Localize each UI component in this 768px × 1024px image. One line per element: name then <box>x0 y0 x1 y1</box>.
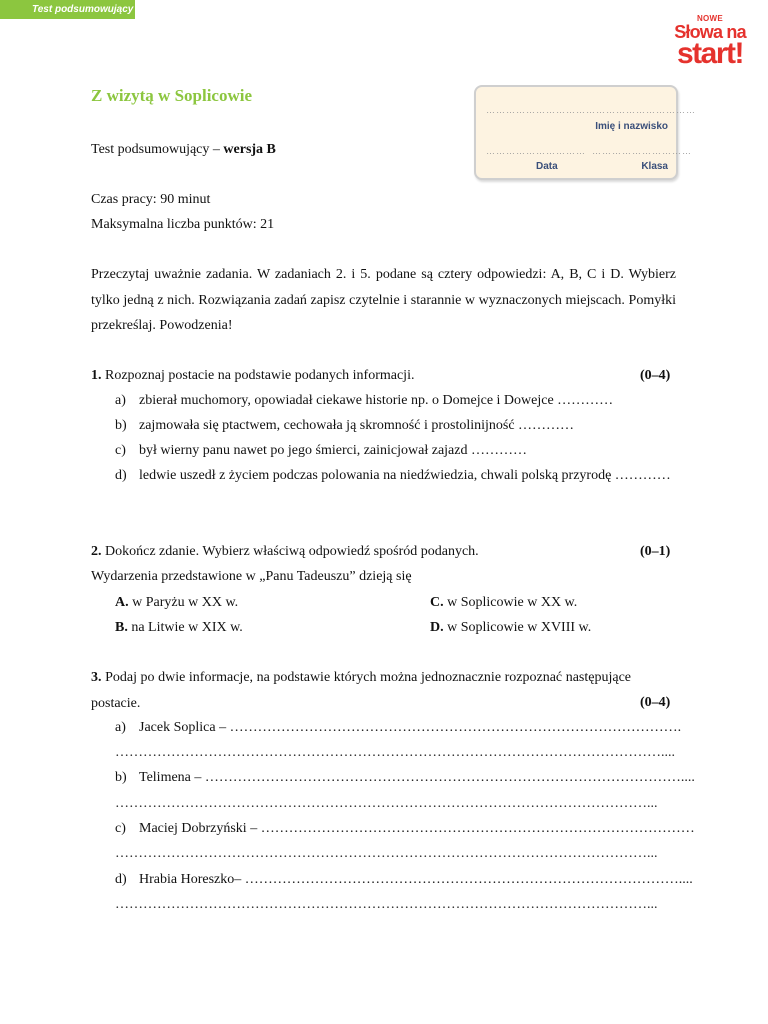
option-letter: A. <box>115 595 129 610</box>
option-text: w Paryżu w XX w. <box>128 595 239 610</box>
question-3-prompt <box>91 665 631 716</box>
q3-answer-line[interactable]: ……………………………………………………………………………………………………... <box>115 897 658 912</box>
q3-item-letter: b) <box>115 770 127 785</box>
q1-item-letter: b) <box>115 418 127 433</box>
answer-option-d <box>430 619 591 637</box>
question-1-prompt <box>91 367 414 385</box>
q3-item-text: Jacek Soplica – ……………………………………………………………………………………. <box>139 720 682 735</box>
q1-item-letter: c) <box>115 443 126 458</box>
time-limit: Czas pracy: 90 minut <box>91 192 211 207</box>
question-1-points: (0–4) <box>640 368 671 383</box>
class-dots: ………………………… <box>592 146 692 156</box>
q3-item-text: Telimena – ………………………………………………………………………………………….... <box>139 770 695 785</box>
test-version-line <box>91 141 276 159</box>
test-version-prefix: Test podsumowujący – <box>91 142 224 157</box>
q1-item-text: zajmowała się ptactwem, cechowała ją skromność i prostolinijność ………… <box>139 418 575 433</box>
q3-answer-line[interactable]: ……………………………………………………………………………………………………... <box>115 796 658 811</box>
answer-option-b <box>115 619 243 637</box>
q3-item-text: Hrabia Horeszko– ………………………………………………………………………………….... <box>139 872 693 887</box>
question-3-text: Podaj po dwie informacje, na podstawie których można jednoznacznie rozpoznać następujące postacie. <box>91 670 631 711</box>
publisher-logo <box>668 14 752 70</box>
q3-item-letter: c) <box>115 821 126 836</box>
q1-item-text: zbierał muchomory, opowiadał ciekawe historie np. o Domejce i Dowejce ………… <box>139 393 614 408</box>
logo-line-2: Słowa na <box>674 22 746 42</box>
question-3-points: (0–4) <box>640 695 671 710</box>
option-letter: D. <box>430 620 444 635</box>
q3-answer-line[interactable]: ……………………………………………………………………………………………………... <box>115 846 658 861</box>
q1-item-text: ledwie uszedł z życiem podczas polowania na niedźwiedzia, chwali polską przyrodę ………… <box>139 468 671 483</box>
answer-option-c <box>430 594 577 612</box>
question-2-prompt <box>91 543 479 561</box>
document-title: Z wizytą w Soplicowie <box>91 86 253 105</box>
option-letter: B. <box>115 620 128 635</box>
q1-item-letter: a) <box>115 393 126 408</box>
logo-line-1: NOWE <box>696 14 724 23</box>
name-label: Imię i nazwisko <box>595 121 668 132</box>
q3-item-letter: d) <box>115 872 127 887</box>
answer-option-a <box>115 594 238 612</box>
question-2-points: (0–1) <box>640 544 671 559</box>
q1-item-letter: d) <box>115 468 127 483</box>
option-letter: C. <box>430 595 444 610</box>
section-tab <box>0 0 135 19</box>
option-text: w Soplicowie w XVIII w. <box>443 620 592 635</box>
test-version: wersja B <box>223 142 276 157</box>
logo-line-3: start! <box>676 37 743 70</box>
q3-answer-line[interactable]: ……………………………………………………………………………………………………….... <box>115 745 675 760</box>
question-2-text: Dokończ zdanie. Wybierz właściwą odpowiedź spośród podanych. <box>101 544 479 559</box>
question-2-stem: Wydarzenia przedstawione w „Panu Tadeuszu” dzieją się <box>91 569 412 584</box>
q3-item-text: Maciej Dobrzyński – ………………………………………………………………………………… <box>139 821 695 836</box>
option-text: w Soplicowie w XX w. <box>443 595 578 610</box>
instructions: Przeczytaj uważnie zadania. W zadaniach 2. i 5. podane są cztery odpowiedzi: A, B, C i D. Wybierz tylko jedną z nich. Rozwiązania zadań zapisz czytelnie i starannie w wyznaczonych miejscach. Pomyłki przekreślaj. Powodzenia! <box>91 267 676 333</box>
option-text: na Litwie w XIX w. <box>127 620 243 635</box>
student-info-box <box>474 85 696 180</box>
q1-item-text: był wierny panu nawet po jego śmierci, zainicjował zajazd ………… <box>139 443 527 458</box>
question-1-number: 1. <box>91 368 102 383</box>
name-dots: ……………………………………………………… <box>486 105 696 115</box>
date-label: Data <box>536 161 558 172</box>
max-points: Maksymalna liczba punktów: 21 <box>91 217 275 232</box>
q3-item-letter: a) <box>115 720 126 735</box>
question-2-number: 2. <box>91 544 102 559</box>
question-1-text: Rozpoznaj postacie na podstawie podanych informacji. <box>101 368 415 383</box>
section-tab-label: Test podsumowujący <box>32 4 134 15</box>
class-label: Klasa <box>641 161 668 172</box>
question-3-number: 3. <box>91 670 102 685</box>
date-dots: ………………………… <box>486 146 586 156</box>
